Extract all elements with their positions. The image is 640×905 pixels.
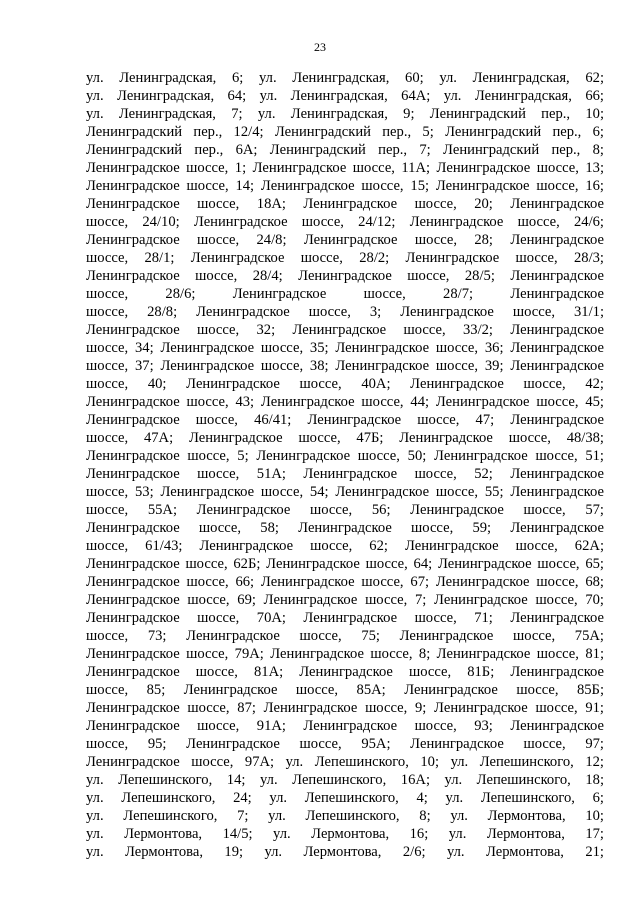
text-line: шоссе, 47А; Ленинградское шоссе, 47Б; Ленинградское шоссе, 48/38; (86, 430, 604, 446)
address-list-text (86, 69, 604, 861)
text-line: Ленинградское шоссе, 66; Ленинградское шоссе, 67; Ленинградское шоссе, 68; (86, 574, 604, 590)
text-line: Ленинградское шоссе, 18А; Ленинградское шоссе, 20; Ленинградское (86, 196, 604, 212)
text-line: шоссе, 55А; Ленинградское шоссе, 56; Ленинградское шоссе, 57; (86, 502, 604, 518)
text-line: Ленинградское шоссе, 14; Ленинградское шоссе, 15; Ленинградское шоссе, 16; (86, 178, 604, 194)
text-line: шоссе, 85; Ленинградское шоссе, 85А; Ленинградское шоссе, 85Б; (86, 682, 604, 698)
text-line: шоссе, 73; Ленинградское шоссе, 75; Ленинградское шоссе, 75А; (86, 628, 604, 644)
text-line: шоссе, 53; Ленинградское шоссе, 54; Ленинградское шоссе, 55; Ленинградское (86, 484, 604, 500)
text-line: Ленинградское шоссе, 62Б; Ленинградское шоссе, 64; Ленинградское шоссе, 65; (86, 556, 604, 572)
text-line: Ленинградский пер., 6А; Ленинградский пер., 7; Ленинградский пер., 8; (86, 142, 604, 158)
text-line: шоссе, 24/10; Ленинградское шоссе, 24/12; Ленинградское шоссе, 24/6; (86, 214, 604, 230)
text-line: шоссе, 37; Ленинградское шоссе, 38; Ленинградское шоссе, 39; Ленинградское (86, 358, 604, 374)
text-line: Ленинградское шоссе, 58; Ленинградское шоссе, 59; Ленинградское (86, 520, 604, 536)
text-line: Ленинградское шоссе, 1; Ленинградское шоссе, 11А; Ленинградское шоссе, 13; (86, 160, 604, 176)
text-line: шоссе, 28/1; Ленинградское шоссе, 28/2; Ленинградское шоссе, 28/3; (86, 250, 604, 266)
text-line: Ленинградское шоссе, 97А; ул. Лепешинского, 10; ул. Лепешинского, 12; (86, 754, 604, 770)
text-line: ул. Ленинградская, 7; ул. Ленинградская, 9; Ленинградский пер., 10; (86, 106, 604, 122)
text-line: шоссе, 40; Ленинградское шоссе, 40А; Ленинградское шоссе, 42; (86, 376, 604, 392)
text-line: Ленинградское шоссе, 43; Ленинградское шоссе, 44; Ленинградское шоссе, 45; (86, 394, 604, 410)
text-line: шоссе, 34; Ленинградское шоссе, 35; Ленинградское шоссе, 36; Ленинградское (86, 340, 604, 356)
text-line: Ленинградское шоссе, 91А; Ленинградское шоссе, 93; Ленинградское (86, 718, 604, 734)
text-line: ул. Ленинградская, 6; ул. Ленинградская, 60; ул. Ленинградская, 62; (86, 70, 604, 86)
text-line: Ленинградское шоссе, 70А; Ленинградское шоссе, 71; Ленинградское (86, 610, 604, 626)
text-line: ул. Лермонтова, 14/5; ул. Лермонтова, 16; ул. Лермонтова, 17; (86, 826, 604, 842)
page-number: 23 (314, 40, 326, 54)
text-line: Ленинградское шоссе, 79А; Ленинградское шоссе, 8; Ленинградское шоссе, 81; (86, 646, 604, 662)
text-line: Ленинградское шоссе, 51А; Ленинградское шоссе, 52; Ленинградское (86, 466, 604, 482)
text-line: Ленинградское шоссе, 46/41; Ленинградское шоссе, 47; Ленинградское (86, 412, 604, 428)
text-line: Ленинградское шоссе, 81А; Ленинградское шоссе, 81Б; Ленинградское (86, 664, 604, 680)
text-line: Ленинградское шоссе, 24/8; Ленинградское шоссе, 28; Ленинградское (86, 232, 604, 248)
text-line: Ленинградское шоссе, 5; Ленинградское шоссе, 50; Ленинградское шоссе, 51; (86, 448, 604, 464)
text-line: Ленинградское шоссе, 32; Ленинградское шоссе, 33/2; Ленинградское (86, 322, 604, 338)
text-line: Ленинградское шоссе, 28/4; Ленинградское шоссе, 28/5; Ленинградское (86, 268, 604, 284)
text-line: Ленинградское шоссе, 69; Ленинградское шоссе, 7; Ленинградское шоссе, 70; (86, 592, 604, 608)
text-line: Ленинградский пер., 12/4; Ленинградский пер., 5; Ленинградский пер., 6; (86, 124, 604, 140)
text-line: ул. Ленинградская, 64; ул. Ленинградская, 64А; ул. Ленинградская, 66; (86, 88, 604, 104)
text-line: шоссе, 61/43; Ленинградское шоссе, 62; Ленинградское шоссе, 62А; (86, 538, 604, 554)
text-line: ул. Лепешинского, 24; ул. Лепешинского, 4; ул. Лепешинского, 6; (86, 790, 604, 806)
text-line: ул. Лепешинского, 7; ул. Лепешинского, 8; ул. Лермонтова, 10; (86, 808, 604, 824)
text-line: шоссе, 28/8; Ленинградское шоссе, 3; Ленинградское шоссе, 31/1; (86, 304, 604, 320)
text-line: Ленинградское шоссе, 87; Ленинградское шоссе, 9; Ленинградское шоссе, 91; (86, 700, 604, 716)
text-line: ул. Лермонтова, 19; ул. Лермонтова, 2/6; ул. Лермонтова, 21; (86, 844, 604, 860)
text-line: шоссе, 28/6; Ленинградское шоссе, 28/7; Ленинградское (86, 286, 604, 302)
text-line: ул. Лепешинского, 14; ул. Лепешинского, 16А; ул. Лепешинского, 18; (86, 772, 604, 788)
text-line: шоссе, 95; Ленинградское шоссе, 95А; Ленинградское шоссе, 97; (86, 736, 604, 752)
